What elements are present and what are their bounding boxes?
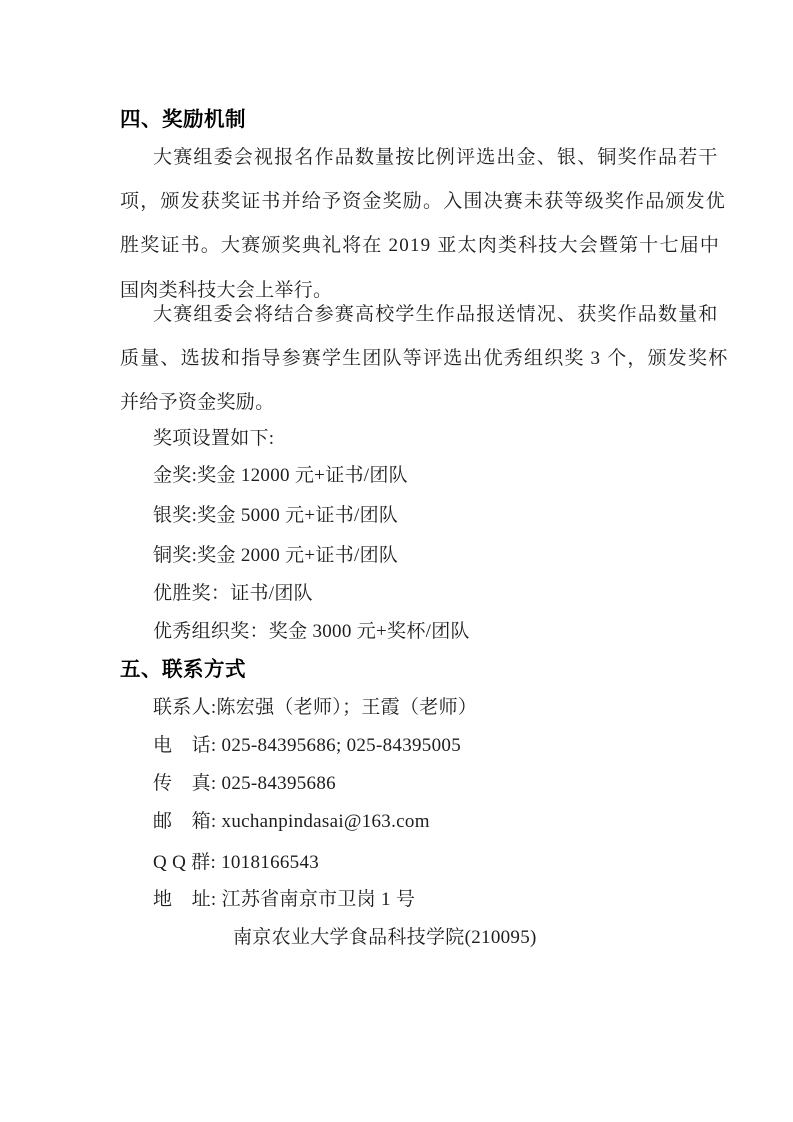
award-item-bronze: 铜奖:奖金 2000 元+证书/团队 (153, 545, 399, 566)
award-item-silver: 银奖:奖金 5000 元+证书/团队 (153, 505, 399, 526)
contact-phone-line: 电 话: 025-84395686; 025-84395005 (153, 735, 462, 756)
award-para2-line1: 大赛组委会将结合参赛高校学生作品报送情况、获奖作品数量和 (153, 304, 719, 325)
award-item-excellent-organization: 优秀组织奖：奖金 3000 元+奖杯/团队 (153, 621, 470, 642)
award-para1-line2: 项，颁发获奖证书并给予资金奖励。入围决赛未获等级奖作品颁发优 (120, 191, 727, 212)
award-item-winner: 优胜奖：证书/团队 (153, 583, 313, 604)
award-para2-line3: 并给予资金奖励。 (120, 392, 275, 413)
document-content (120, 0, 729, 1122)
contact-address-line2: 南京农业大学食品科技学院(210095) (233, 927, 537, 948)
award-item-gold: 金奖:奖金 12000 元+证书/团队 (153, 465, 408, 486)
contact-person-line: 联系人:陈宏强（老师）；王霞（老师） (153, 697, 478, 718)
award-para1-line1: 大赛组委会视报名作品数量按比例评选出金、银、铜奖作品若干 (153, 147, 719, 168)
award-para2-line2: 质量、选拔和指导参赛学生团队等评选出优秀组织奖 3 个，颁发奖杯 (120, 348, 729, 369)
award-para1-line3: 胜奖证书。大赛颁奖典礼将在 2019 亚太肉类科技大会暨第十七届中 (120, 235, 721, 256)
award-para1-line4: 国肉类科技大会上举行。 (120, 280, 333, 301)
contact-email-line: 邮 箱: xuchanpindasai@163.com (153, 811, 430, 832)
contact-fax-line: 传 真: 025-84395686 (153, 773, 336, 794)
section-heading-contact: 五、联系方式 (120, 658, 246, 681)
award-setup-intro: 奖项设置如下: (153, 428, 275, 449)
contact-qq-group-line: Q Q 群: 1018166543 (153, 852, 320, 873)
section-heading-award-mechanism: 四、奖励机制 (120, 108, 246, 131)
contact-address-line1: 地 址: 江苏省南京市卫岗 1 号 (153, 889, 416, 910)
